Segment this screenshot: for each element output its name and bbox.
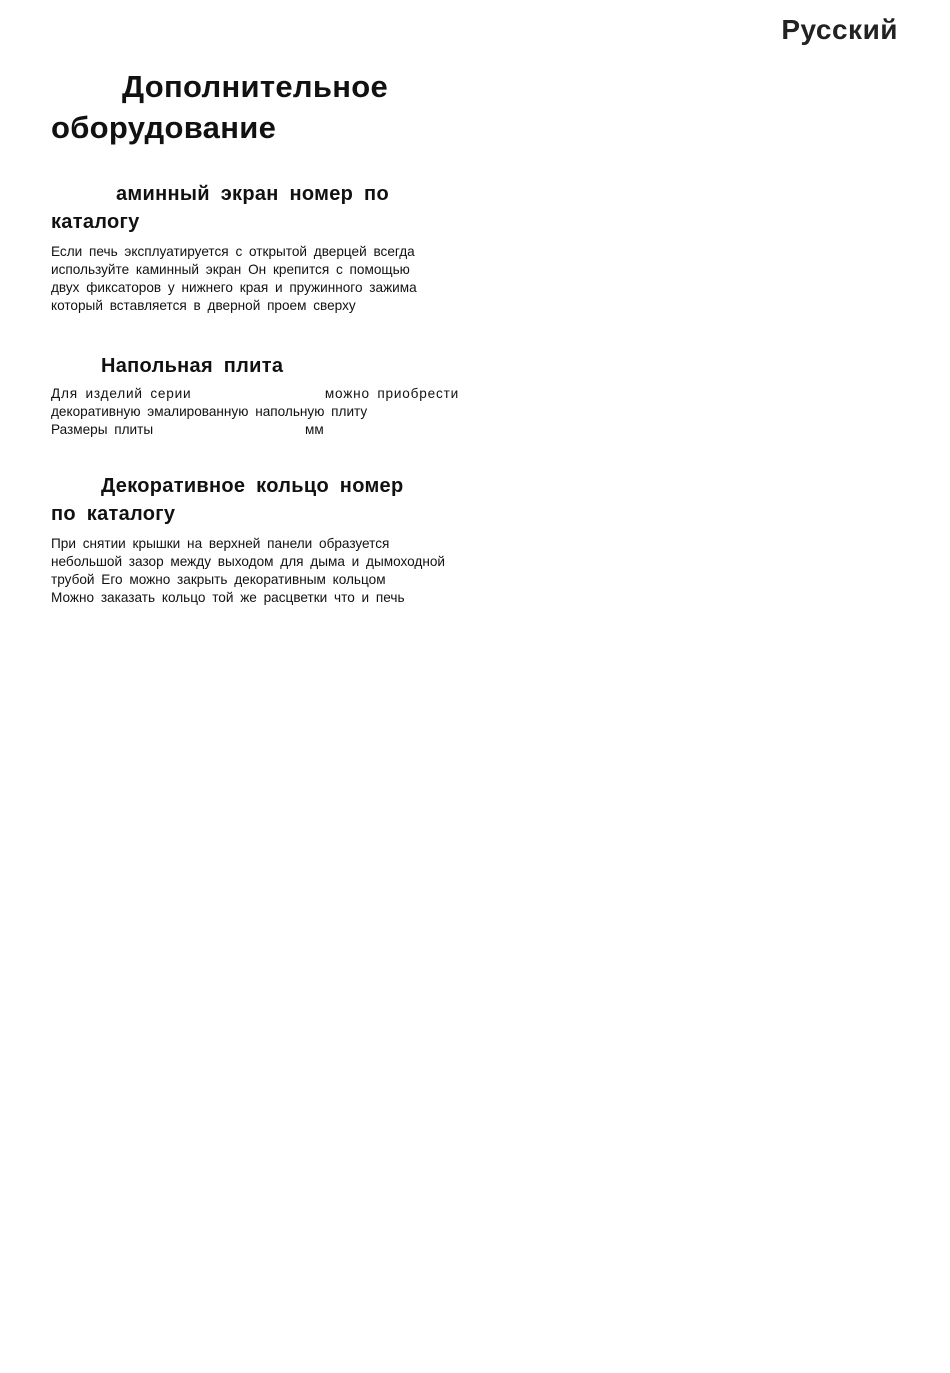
body-line bbox=[51, 261, 459, 279]
body-line-text: Если печь эксплуатируется с открытой дверцей всегда bbox=[51, 244, 415, 259]
section-body bbox=[51, 535, 459, 607]
body-line-text: декоративную эмалированную напольную плиту bbox=[51, 404, 368, 419]
body-line bbox=[51, 403, 459, 421]
language-label: Русский bbox=[781, 14, 898, 45]
section-heading bbox=[51, 180, 459, 236]
body-line bbox=[51, 421, 459, 439]
section-heading-line-2: каталогу bbox=[51, 211, 140, 233]
section-body bbox=[51, 243, 459, 315]
body-line bbox=[51, 589, 459, 607]
section-heading bbox=[51, 352, 459, 380]
page-title-line-2: оборудование bbox=[51, 110, 277, 145]
section-heading-line-2: по каталогу bbox=[51, 503, 176, 525]
body-line-text: трубой Его можно закрыть декоративным кольцом bbox=[51, 572, 386, 587]
section-heading-line-1: Напольная плита bbox=[101, 355, 284, 377]
body-line bbox=[51, 297, 459, 315]
page-title-line-1: Дополнительное bbox=[122, 69, 389, 104]
body-line-text: используйте каминный экран Он крепится с помощью bbox=[51, 262, 410, 277]
body-line-right: мм bbox=[305, 422, 324, 437]
body-line-text: двух фиксаторов у нижнего края и пружинного зажима bbox=[51, 280, 417, 295]
body-line-right: можно приобрести bbox=[324, 386, 459, 401]
section-heading-line-1: аминный экран номер по bbox=[116, 183, 389, 205]
body-line bbox=[51, 243, 459, 261]
body-line-left: Для изделий серии bbox=[51, 386, 192, 401]
content-column bbox=[51, 66, 459, 607]
section-floor-plate bbox=[51, 352, 459, 439]
page-title bbox=[51, 66, 459, 148]
body-line-text: небольшой зазор между выходом для дыма и дымоходной bbox=[51, 554, 446, 569]
section-fireplace-screen bbox=[51, 180, 459, 315]
body-line bbox=[51, 279, 459, 297]
section-decorative-ring bbox=[51, 472, 459, 607]
body-line bbox=[51, 385, 459, 403]
section-heading bbox=[51, 472, 459, 528]
body-line-text: который вставляется в дверной проем сверху bbox=[51, 298, 356, 313]
body-line-text: При снятии крышки на верхней панели образуется bbox=[51, 536, 390, 551]
section-body bbox=[51, 385, 459, 439]
body-line bbox=[51, 571, 459, 589]
body-line bbox=[51, 553, 459, 571]
body-line bbox=[51, 535, 459, 553]
body-line-left: Размеры плиты bbox=[51, 422, 154, 437]
body-line-text: Можно заказать кольцо той же расцветки что и печь bbox=[51, 590, 405, 605]
section-heading-line-1: Декоративное кольцо номер bbox=[101, 475, 404, 497]
